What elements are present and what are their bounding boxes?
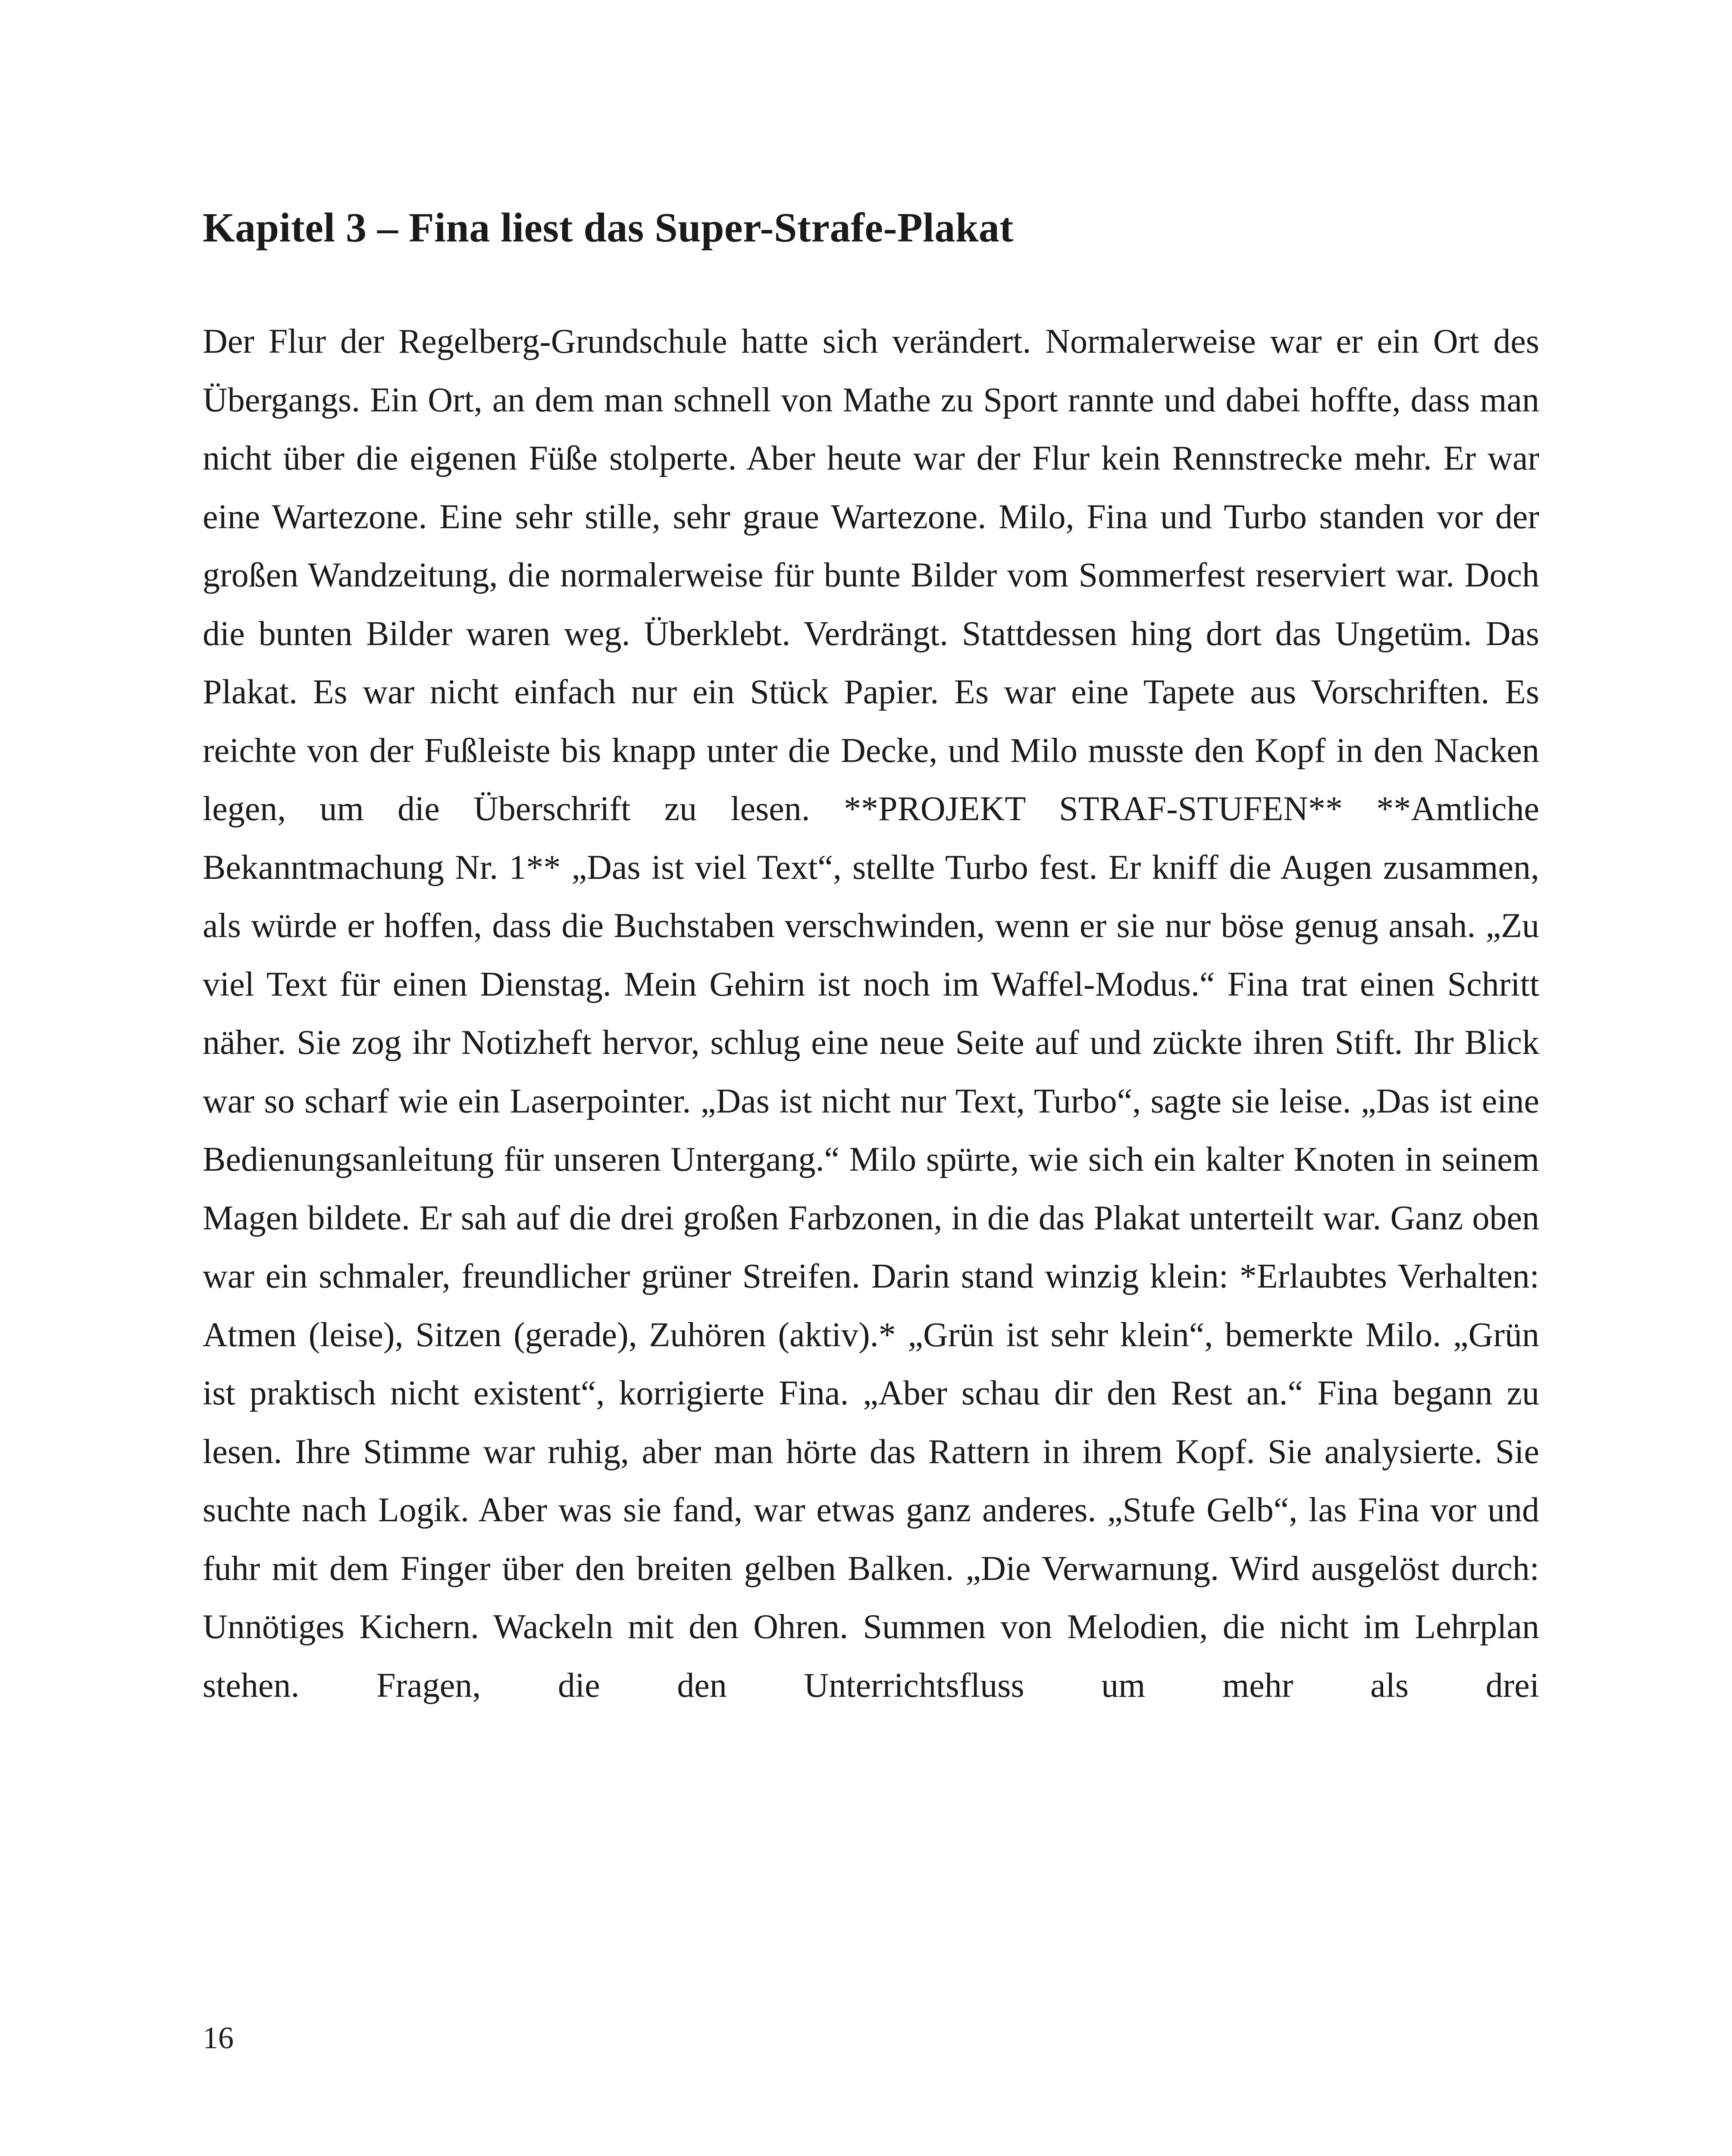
page-number: 16 bbox=[203, 2021, 234, 2055]
body-paragraph: Der Flur der Regelberg-Grundschule hatte sich verändert. Normalerweise war er ein Ort des Übergangs. Ein Ort, an dem man schnell von Mathe zu Sport rannte und dabei hoffte, dass man nicht über die eigenen Füße stolperte. Aber heute war der Flur kein Rennstrecke mehr. Er war eine Wartezone. Eine sehr stille, sehr graue Wartezone. Milo, Fina und Turbo standen vor der großen Wandzeitung, die normalerweise für bunte Bilder vom Sommerfest reserviert war. Doch die bunten Bilder waren weg. Überklebt. Verdrängt. Stattdessen hing dort das Ungetüm. Das Plakat. Es war nicht einfach nur ein Stück Papier. Es war eine Tapete aus Vorschriften. Es reichte von der Fußleiste bis knapp unter die Decke, und Milo musste den Kopf in den Nacken legen, um die Überschrift zu lesen. **PROJEKT STRAF-STUFEN** **Amtliche Bekanntmachung Nr. 1** „Das ist viel Text“, stellte Turbo fest. Er kniff die Augen zusammen, als würde er hoffen, dass die Buchstaben verschwinden, wenn er sie nur böse genug ansah. „Zu viel Text für einen Dienstag. Mein Gehirn ist noch im Waffel-Modus.“ Fina trat einen Schritt näher. Sie zog ihr Notizheft hervor, schlug eine neue Seite auf und zückte ihren Stift. Ihr Blick war so scharf wie ein Laserpointer. „Das ist nicht nur Text, Turbo“, sagte sie leise. „Das ist eine Bedienungsanleitung für unseren Untergang.“ Milo spürte, wie sich ein kalter Knoten in seinem Magen bildete. Er sah auf die drei großen Farbzonen, in die das Plakat unterteilt war. Ganz oben war ein schmaler, freundlicher grüner Streifen. Darin stand winzig klein: *Erlaubtes Verhalten: Atmen (leise), Sitzen (gerade), Zuhören (aktiv).* „Grün ist sehr klein“, bemerkte Milo. „Grün ist praktisch nicht existent“, korrigierte Fina. „Aber schau dir den Rest an.“ Fina begann zu lesen. Ihre Stimme war ruhig, aber man hörte das Rattern in ihrem Kopf. Sie analysierte. Sie suchte nach Logik. Aber was sie fand, war etwas ganz anderes. „Stufe Gelb“, las Fina vor und fuhr mit dem Finger über den breiten gelben Balken. „Die Verwarnung. Wird ausgelöst durch: Unnötiges Kichern. Wackeln mit den Ohren. Summen von Melodien, die nicht im Lehrplan stehen. Fragen, die den Unterrichtsfluss um mehr als drei bbox=[203, 323, 1539, 1705]
chapter-title: Kapitel 3 – Fina liest das Super-Strafe-Plakat bbox=[203, 204, 1014, 251]
